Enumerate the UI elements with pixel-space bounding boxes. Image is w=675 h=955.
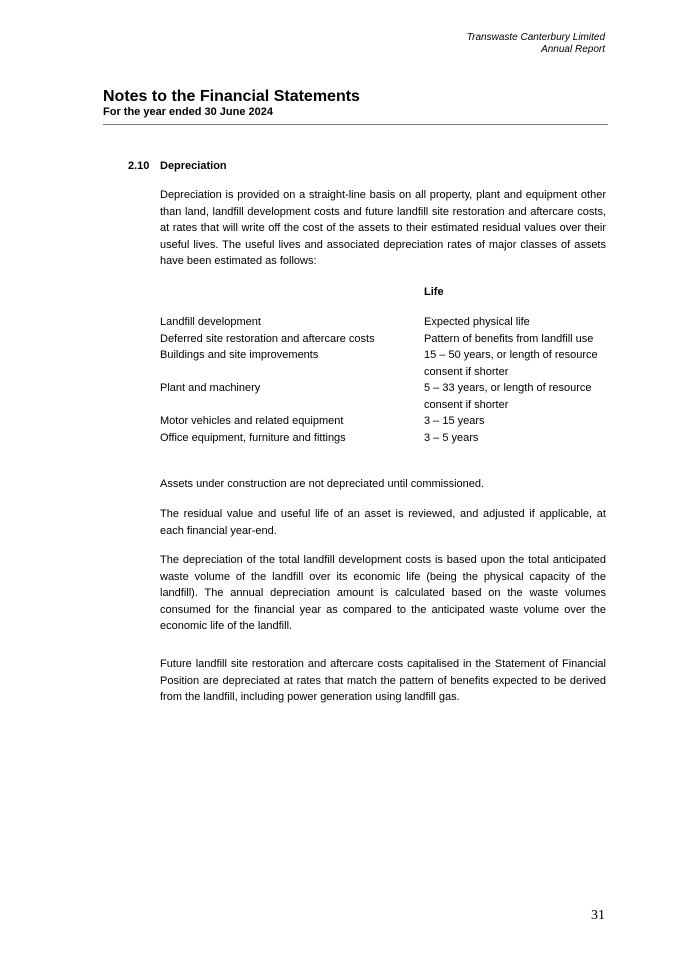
table-row: [160, 380, 606, 413]
report-header: [467, 32, 605, 56]
table-row: [160, 430, 606, 447]
company-name: Transwaste Canterbury Limited: [466, 32, 605, 43]
intro-paragraph: Depreciation is provided on a straight-line basis on all property, plant and equipment other than land, landfill development costs and future landfill site restoration and aftercare costs, at rates that will write off the cost of the assets to their estimated residual values over their useful lives. The useful lives and associated depreciation rates of major classes of assets have been estimated as follows:: [160, 189, 606, 267]
asset-class: Office equipment, furniture and fittings: [160, 431, 346, 444]
page-subtitle: For the year ended 30 June 2024: [103, 106, 273, 118]
asset-class: Buildings and site improvements: [160, 349, 319, 361]
report-name: Annual Report: [541, 44, 605, 55]
asset-life: 5 – 33 years, or length of resource consent if shorter: [424, 382, 592, 411]
table-row: [160, 347, 606, 380]
asset-class: Landfill development: [160, 316, 261, 328]
asset-life: 3 – 5 years: [424, 431, 479, 444]
construction-paragraph: Assets under construction are not depreciated until commissioned.: [160, 478, 485, 490]
header-divider: [103, 124, 608, 125]
page-number: 31: [591, 908, 605, 923]
table-row: [160, 413, 606, 430]
asset-life: Expected physical life: [424, 316, 530, 328]
useful-lives-table: [160, 314, 606, 446]
table-row: [160, 314, 606, 331]
section-title: Depreciation: [160, 160, 227, 172]
table-row: [160, 331, 606, 348]
asset-life: 3 – 15 years: [424, 415, 485, 427]
asset-class: Plant and machinery: [160, 382, 261, 394]
landfill-depreciation-paragraph: The depreciation of the total landfill development costs is based upon the total anticipated waste volume of the landfill over its economic life (being the physical capacity of the landfill). The annual depreciation amount is calculated based on the waste volumes consumed for the financial year as compared to the anticipated waste volume over the economic life of the landfill.: [160, 554, 606, 632]
residual-value-paragraph: The residual value and useful life of an asset is reviewed, and adjusted if applicable, at each financial year-end.: [160, 508, 606, 537]
restoration-costs-paragraph: Future landfill site restoration and aftercare costs capitalised in the Statement of Financial Position are depreciated at rates that match the pattern of benefits expected to be derived from the landfill, including power generation using landfill gas.: [160, 658, 606, 703]
asset-class: Motor vehicles and related equipment: [160, 415, 344, 427]
section-number: 2.10: [128, 160, 150, 172]
life-column-header: Life: [424, 286, 444, 298]
asset-life: 15 – 50 years, or length of resource consent if shorter: [424, 349, 598, 378]
page-title: Notes to the Financial Statements: [103, 88, 360, 105]
asset-life: Pattern of benefits from landfill use: [424, 332, 594, 345]
asset-class: Deferred site restoration and aftercare costs: [160, 332, 375, 345]
